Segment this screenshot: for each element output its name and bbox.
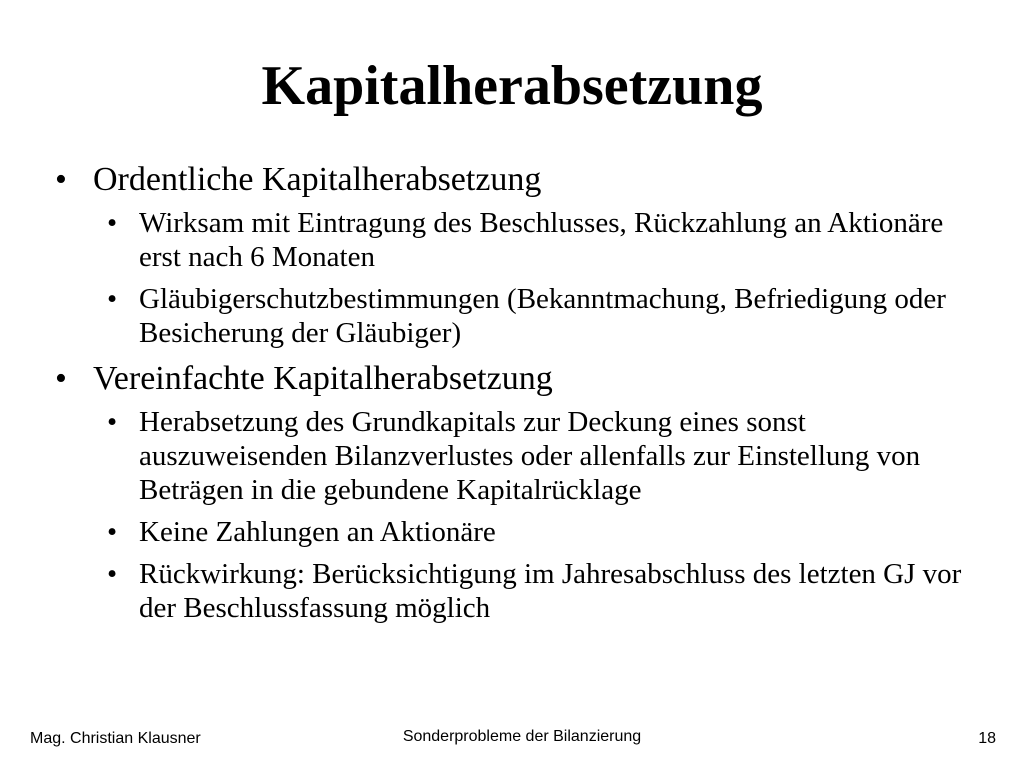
- list-item-text: Herabsetzung des Grundkapitals zur Deckung eines sonst auszuweisenden Bilanzverlustes oder allenfalls zur Einstellung von Beträgen in die gebundene Kapitalrücklage: [139, 406, 921, 506]
- list-item: [55, 515, 975, 549]
- bullet-icon: •: [107, 283, 118, 315]
- section-heading-text: Vereinfachte Kapitalherabsetzung: [93, 360, 553, 397]
- section-heading-text: Ordentliche Kapitalherabsetzung: [93, 161, 542, 198]
- list-item-text: Wirksam mit Eintragung des Beschlusses, Rückzahlung an Aktionäre erst nach 6 Monaten: [139, 207, 944, 273]
- footer-page-number: 18: [978, 730, 996, 747]
- list-item-text: Rückwirkung: Berücksichtigung im Jahresabschluss des letzten GJ vor der Beschlussfassung möglich: [139, 558, 962, 624]
- bullet-icon: •: [55, 161, 67, 198]
- slide-content: [55, 157, 975, 625]
- bullet-icon: •: [55, 360, 67, 397]
- footer-author: Mag. Christian Klausner: [30, 730, 201, 747]
- list-item: [55, 206, 975, 274]
- list-item: [55, 405, 975, 507]
- slide-title: Kapitalherabsetzung: [261, 55, 763, 117]
- section-heading-ordentliche: [55, 160, 975, 200]
- bullet-icon: •: [107, 558, 118, 590]
- list-item: [55, 557, 975, 625]
- footer-topic: Sonderprobleme der Bilanzierung: [402, 728, 642, 745]
- bullet-icon: •: [107, 516, 118, 548]
- bullet-icon: •: [107, 207, 118, 239]
- list-item-text: Keine Zahlungen an Aktionäre: [139, 516, 496, 548]
- bullet-icon: •: [107, 406, 118, 438]
- list-item: [55, 282, 975, 350]
- list-item-text: Gläubigerschutzbestimmungen (Bekanntmachung, Befriedigung oder Besicherung der Gläubiger): [139, 283, 946, 349]
- section-heading-vereinfachte: [55, 359, 975, 399]
